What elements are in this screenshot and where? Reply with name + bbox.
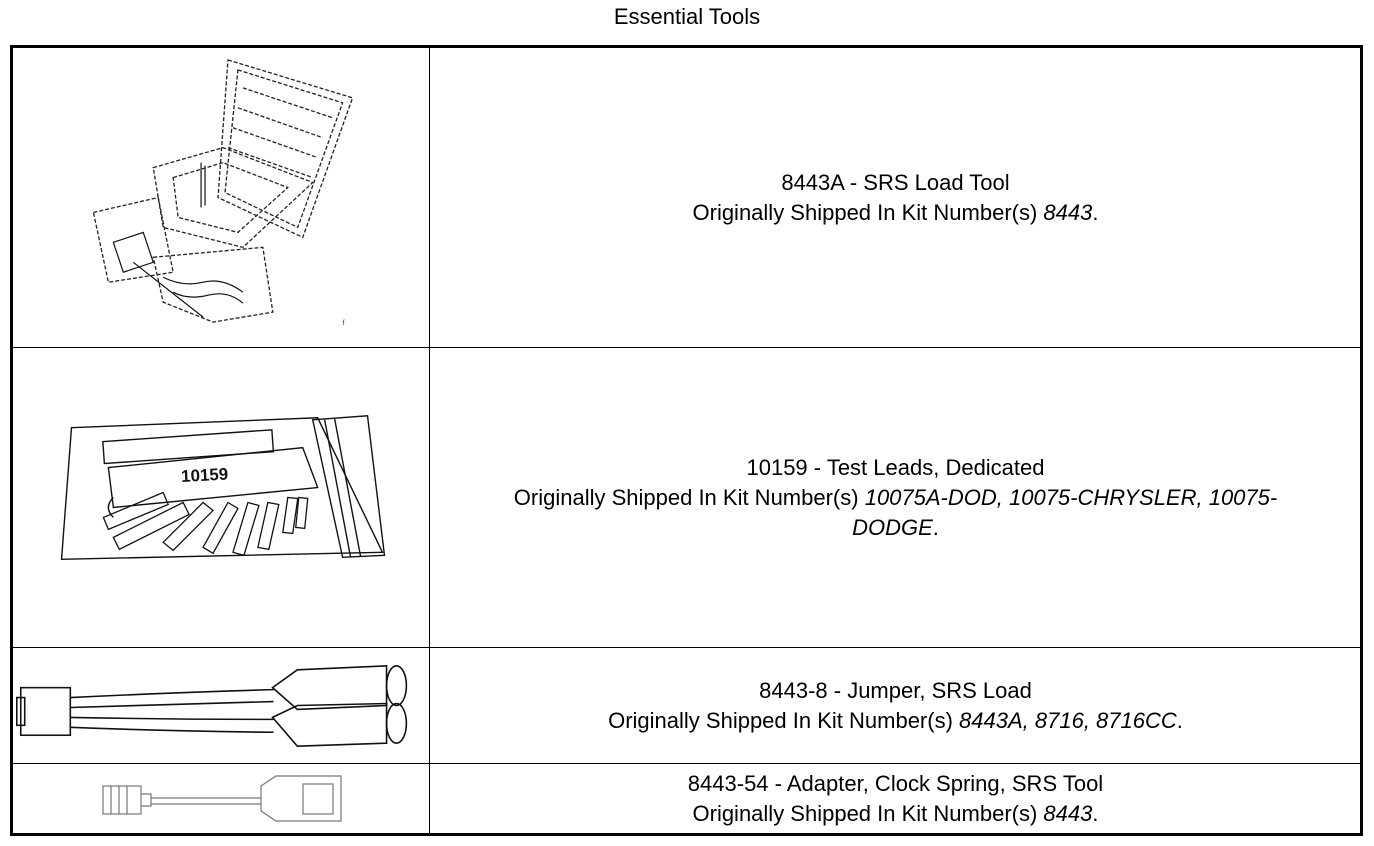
- kit-suffix: .: [1176, 707, 1183, 733]
- kit-suffix: .: [932, 514, 939, 540]
- kit-numbers: 8443A, 8716, 8716CC: [959, 707, 1177, 733]
- kit-numbers: 10075A-DOD, 10075-CHRYSLER, 10075-DODGE: [852, 484, 1278, 540]
- tool-name: 8443-54 - Adapter, Clock Spring, SRS Tool: [687, 770, 1104, 796]
- tool-kits-line: [491, 483, 1300, 543]
- srs-load-tool-drawing: [13, 48, 430, 347]
- tool-illustration-test-leads: [13, 348, 430, 647]
- kit-numbers: 8443: [1043, 800, 1093, 826]
- tool-kits-line: [608, 706, 1183, 736]
- shipped-label: Originally Shipped In Kit Number(s): [692, 800, 1044, 826]
- tool-illustration-srs-load-tool: [13, 48, 430, 347]
- tool-description: [431, 648, 1360, 763]
- kit-suffix: .: [1092, 199, 1099, 225]
- tool-name: 8443-8 - Jumper, SRS Load: [759, 677, 1032, 703]
- table-row: [13, 348, 1360, 648]
- tool-description: [431, 48, 1360, 347]
- tool-name: 8443A - SRS Load Tool: [781, 169, 1010, 195]
- table-row: [13, 648, 1360, 764]
- shipped-label: Originally Shipped In Kit Number(s): [608, 707, 960, 733]
- tool-description: [431, 348, 1360, 647]
- shipped-label: Originally Shipped In Kit Number(s): [513, 484, 865, 510]
- tool-description: [431, 764, 1360, 833]
- table-row: [13, 48, 1360, 348]
- tool-illustration-jumper: [13, 648, 430, 763]
- shipped-label: Originally Shipped In Kit Number(s): [692, 199, 1044, 225]
- table-row: [13, 764, 1360, 833]
- page-title: Essential Tools: [613, 4, 761, 29]
- adapter-drawing: [13, 764, 430, 833]
- tool-label: 10159: [180, 464, 229, 486]
- figure-code: f: [342, 320, 345, 328]
- jumper-drawing: [13, 648, 430, 763]
- tool-kits-line: [693, 198, 1099, 228]
- tools-table: [10, 45, 1363, 836]
- tool-name: 10159 - Test Leads, Dedicated: [746, 454, 1045, 480]
- tool-kits-line: [693, 799, 1099, 829]
- tool-illustration-adapter: [13, 764, 430, 833]
- kit-suffix: .: [1092, 800, 1099, 826]
- kit-numbers: 8443: [1043, 199, 1093, 225]
- test-leads-drawing: [13, 348, 430, 647]
